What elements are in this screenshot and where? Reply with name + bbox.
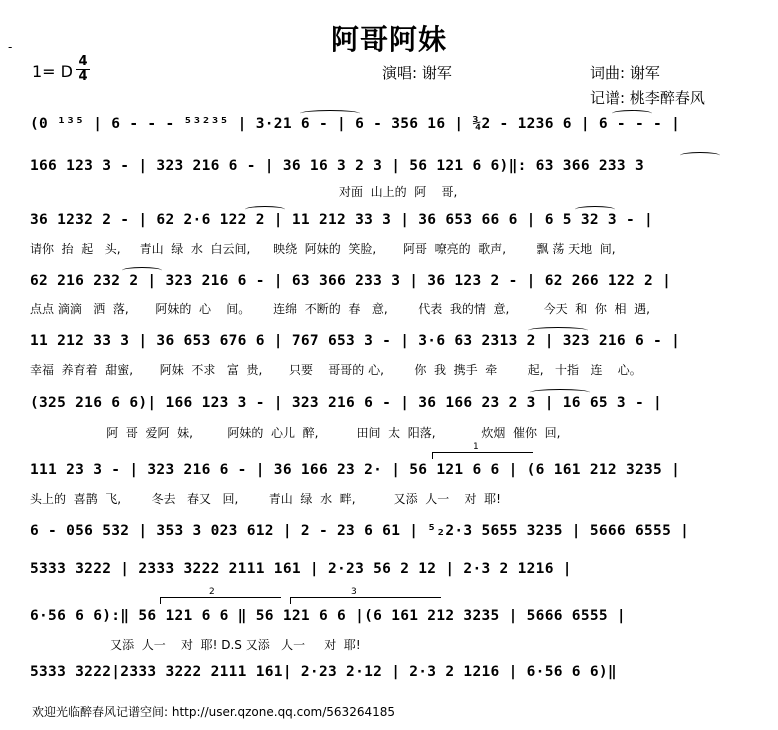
slur-mark	[530, 389, 590, 396]
notation-row-1: (0 ¹³⁵ | 6 - - - ⁵³²³⁵ | 3·21 6 - | 6 - 356 16 | ¾2 - 1236 6 | 6 - - - |	[30, 116, 681, 132]
notation-row-4: 62 216 232 2 | 323 216 6 - | 63 366 233 3 | 36 123 2 - | 62 266 122 2 |	[30, 273, 672, 289]
ending-bracket-3: 3	[290, 597, 441, 604]
notation-row-9: 5333 3222 | 2333 3222 2111 161 | 2·23 56 2 12 | 2·3 2 1216 |	[30, 561, 572, 577]
slur-mark	[680, 152, 720, 159]
slur-mark	[245, 206, 285, 213]
notation-row-5: 11 212 33 3 | 36 653 676 6 | 767 653 3 - | 3·6 63 2313 2 | 323 216 6 - |	[30, 333, 681, 349]
time-signature	[76, 56, 90, 83]
ending-bracket-2: 2	[160, 597, 281, 604]
notation-row-3: 36 1232 2 - | 62 2·6 122 2 | 11 212 33 3 | 36 653 66 6 | 6 5 32 3 - |	[30, 212, 654, 228]
corner-dash: -	[8, 40, 13, 54]
notation-row-10: 6·56 6 6):‖ 56 121 6 6 ‖ 56 121 6 6 |(6 161 212 3235 | 5666 6555 |	[30, 608, 626, 624]
lyric-row-3: 请你 抬 起 头, 青山 绿 水 白云间, 映绕 阿妹的 笑脸, 阿哥 嘹亮的 歌声, 飘 荡 天地 间,	[30, 242, 616, 256]
lyric-row-10: 又添 人一 对 耶! D.S 又添 人一 对 耶!	[30, 638, 361, 652]
lyric-row-7: 头上的 喜鹊 飞, 冬去 春又 回, 青山 绿 水 畔, 又添 人一 对 耶!	[30, 492, 501, 506]
footer-credit: 欢迎光临醉春风记谱空间: http://user.qzone.qq.com/563264185	[32, 705, 396, 719]
lyric-row-4: 点点 滴滴 洒 落, 阿妹的 心 间。 连绵 不断的 春 意, 代表 我的情 意, 今天 和 你 相 遇,	[30, 302, 650, 316]
notation-row-8: 6 - 056 532 | 353 3 023 612 | 2 - 23 6 61 | ⁵₂2·3 5655 3235 | 5666 6555 |	[30, 523, 690, 539]
meter-top: 4	[78, 54, 88, 69]
slur-mark	[575, 206, 615, 213]
slur-mark	[528, 327, 588, 334]
notation-row-2: 166 123 3 - | 323 216 6 - | 36 16 3 2 3 | 56 121 6 6)‖: 63 366 233 3	[30, 158, 645, 174]
singer-credit: 演唱: 谢军	[382, 64, 452, 82]
meter-bottom: 4	[78, 69, 88, 84]
ending-bracket-1: 1	[432, 452, 533, 459]
notation-row-6: (325 216 6 6)| 166 123 3 - | 323 216 6 - | 36 166 23 2 3 | 16 65 3 - |	[30, 395, 663, 411]
slur-mark	[300, 110, 360, 117]
lyric-row-5: 幸福 养育着 甜蜜, 阿妹 不求 富 贵, 只要 哥哥的 心, 你 我 携手 牵 起, 十指 连 心。	[30, 363, 642, 377]
lyric-row-6: 阿 哥 爱阿 妹, 阿妹的 心儿 醉, 田间 太 阳落, 炊烟 催你 回,	[30, 426, 561, 440]
slur-mark	[122, 267, 162, 274]
composer-credit: 词曲: 谢军	[590, 64, 660, 82]
transcriber-credit: 记谱: 桃李醉春风	[590, 89, 705, 107]
slur-mark	[612, 110, 652, 117]
key-signature: 1= D	[32, 62, 73, 81]
page-title: 阿哥阿妹	[330, 23, 447, 56]
notation-row-7: 111 23 3 - | 323 216 6 - | 36 166 23 2· | 56 121 6 6 | (6 161 212 3235 |	[30, 462, 681, 478]
notation-row-11: 5333 3222|2333 3222 2111 161| 2·23 2·12 | 2·3 2 1216 | 6·56 6 6)‖	[30, 664, 617, 680]
lyric-row-2: 对面 山上的 阿 哥,	[30, 185, 458, 199]
